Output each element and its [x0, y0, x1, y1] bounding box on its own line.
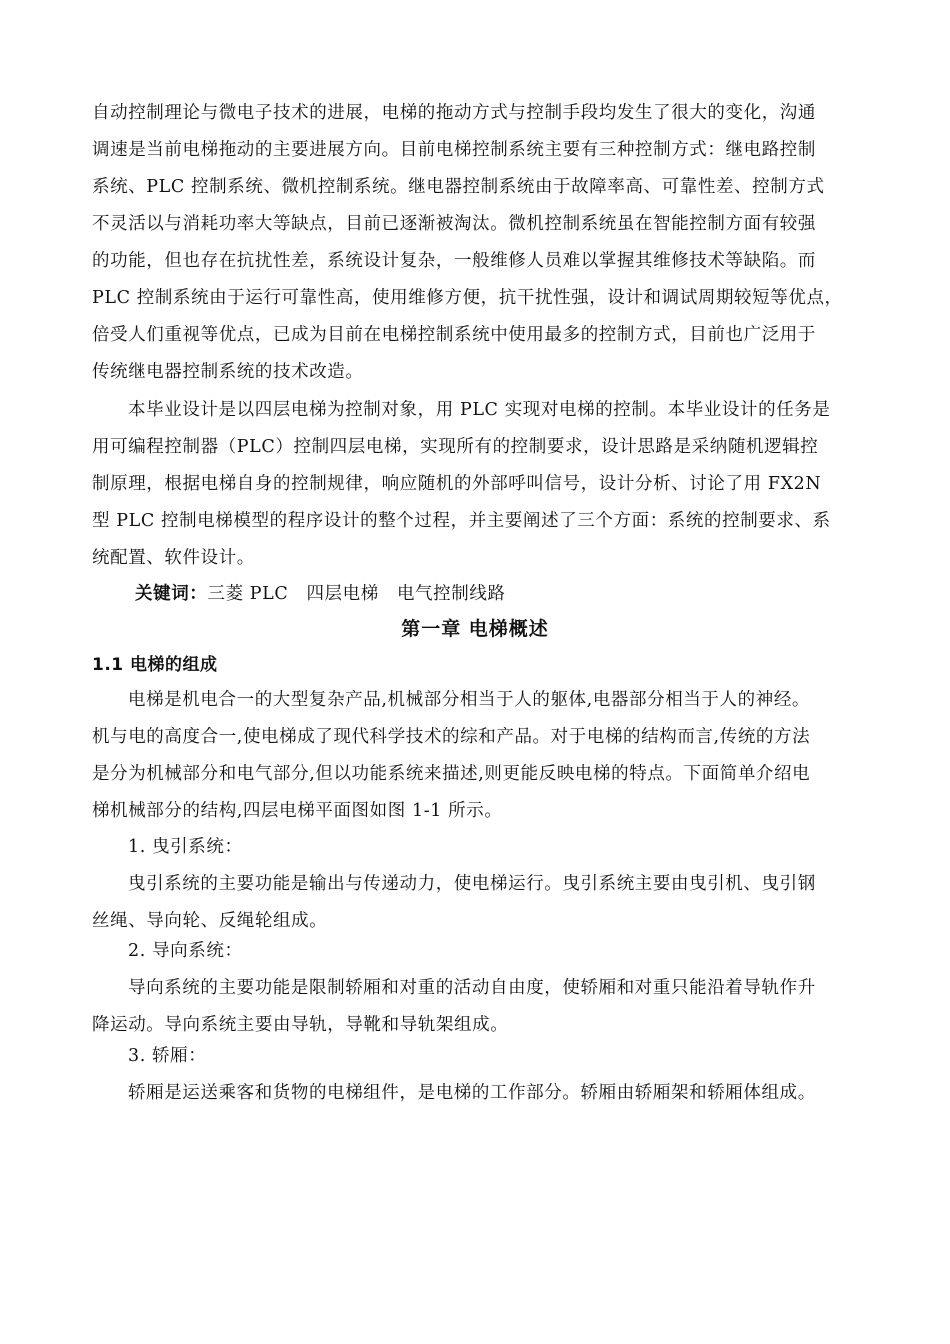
keywords-label: 关键词： [135, 584, 208, 604]
section-line: 梯机械部分的结构,四层电梯平面图如图 1-1 所示。 [92, 801, 503, 821]
abstract-line: 倍受人们重视等优点，已成为目前在电梯控制系统中使用最多的控制方式，目前也广泛用于 [92, 325, 816, 345]
abstract-line: 用可编程控制器（PLC）控制四层电梯，实现所有的控制要求，设计思路是采纳随机逻辑控 [92, 437, 819, 457]
abstract-line: 自动控制理论与微电子技术的进展，电梯的拖动方式与控制手段均发生了很大的变化，沟通 [92, 103, 816, 123]
abstract-line: 调速是当前电梯拖动的主要进展方向。目前电梯控制系统主要有三种控制方式：继电路控制 [92, 140, 816, 160]
abstract-line: 本毕业设计是以四层电梯为控制对象，用 PLC 实现对电梯的控制。本毕业设计的任务是 [128, 400, 831, 420]
item-title: 3. 轿厢： [128, 1046, 207, 1066]
item-line: 降运动。导向系统主要由导轨，导靴和导轨架组成。 [92, 1015, 509, 1035]
section-heading: 1.1 电梯的组成 [92, 655, 218, 675]
item-title: 1. 曳引系统： [128, 837, 243, 857]
section-line: 机与电的高度合一,使电梯成了现代科学技术的综和产品。对于电梯的结构而言,传统的方法 [92, 727, 811, 747]
keywords-text: 三菱 PLC 四层电梯 电气控制线路 [207, 584, 506, 604]
abstract-line: 不灵活以与消耗功率大等缺点，目前已逐渐被淘汰。微机控制系统虽在智能控制方面有较强 [92, 214, 816, 234]
section-line: 电梯是机电合一的大型复杂产品,机械部分相当于人的躯体,电器部分相当于人的神经。 [128, 690, 811, 710]
abstract-line: 统配置、软件设计。 [92, 548, 255, 568]
item-line: 曳引系统的主要功能是输出与传递动力，使电梯运行。曳引系统主要由曳引机、曳引钢 [128, 874, 816, 894]
abstract-line: 制原理，根据电梯自身的控制规律，响应随机的外部呼叫信号，设计分析、讨论了用 FX2N [92, 474, 822, 494]
item-line: 轿厢是运送乘客和货物的电梯组件，是电梯的工作部分。轿厢由轿厢架和轿厢体组成。 [128, 1083, 816, 1103]
abstract-line: PLC 控制系统由于运行可靠性高，使用维修方便，抗干扰性强，设计和调试周期较短等优点， [92, 288, 843, 308]
chapter-title: 第一章 电梯概述 [401, 618, 549, 640]
item-title: 2. 导向系统： [128, 941, 243, 961]
section-line: 是分为机械部分和电气部分,但以功能系统来描述,则更能反映电梯的特点。下面简单介绍电 [92, 764, 811, 784]
abstract-line: 传统继电器控制系统的技术改造。 [92, 362, 364, 382]
abstract-line: 的功能，但也存在抗扰性差，系统设计复杂，一般维修人员难以掌握其维修技术等缺陷。而 [92, 251, 816, 271]
keywords [135, 582, 506, 606]
item-line: 导向系统的主要功能是限制轿厢和对重的活动自由度，使轿厢和对重只能沿着导轨作升 [128, 978, 816, 998]
abstract-line: 系统、PLC 控制系统、微机控制系统。继电器控制系统由于故障率高、可靠性差、控制方式 [92, 177, 825, 197]
item-line: 丝绳、导向轮、反绳轮组成。 [92, 911, 328, 931]
abstract-line: 型 PLC 控制电梯模型的程序设计的整个过程，并主要阐述了三个方面：系统的控制要求、系 [92, 511, 831, 531]
